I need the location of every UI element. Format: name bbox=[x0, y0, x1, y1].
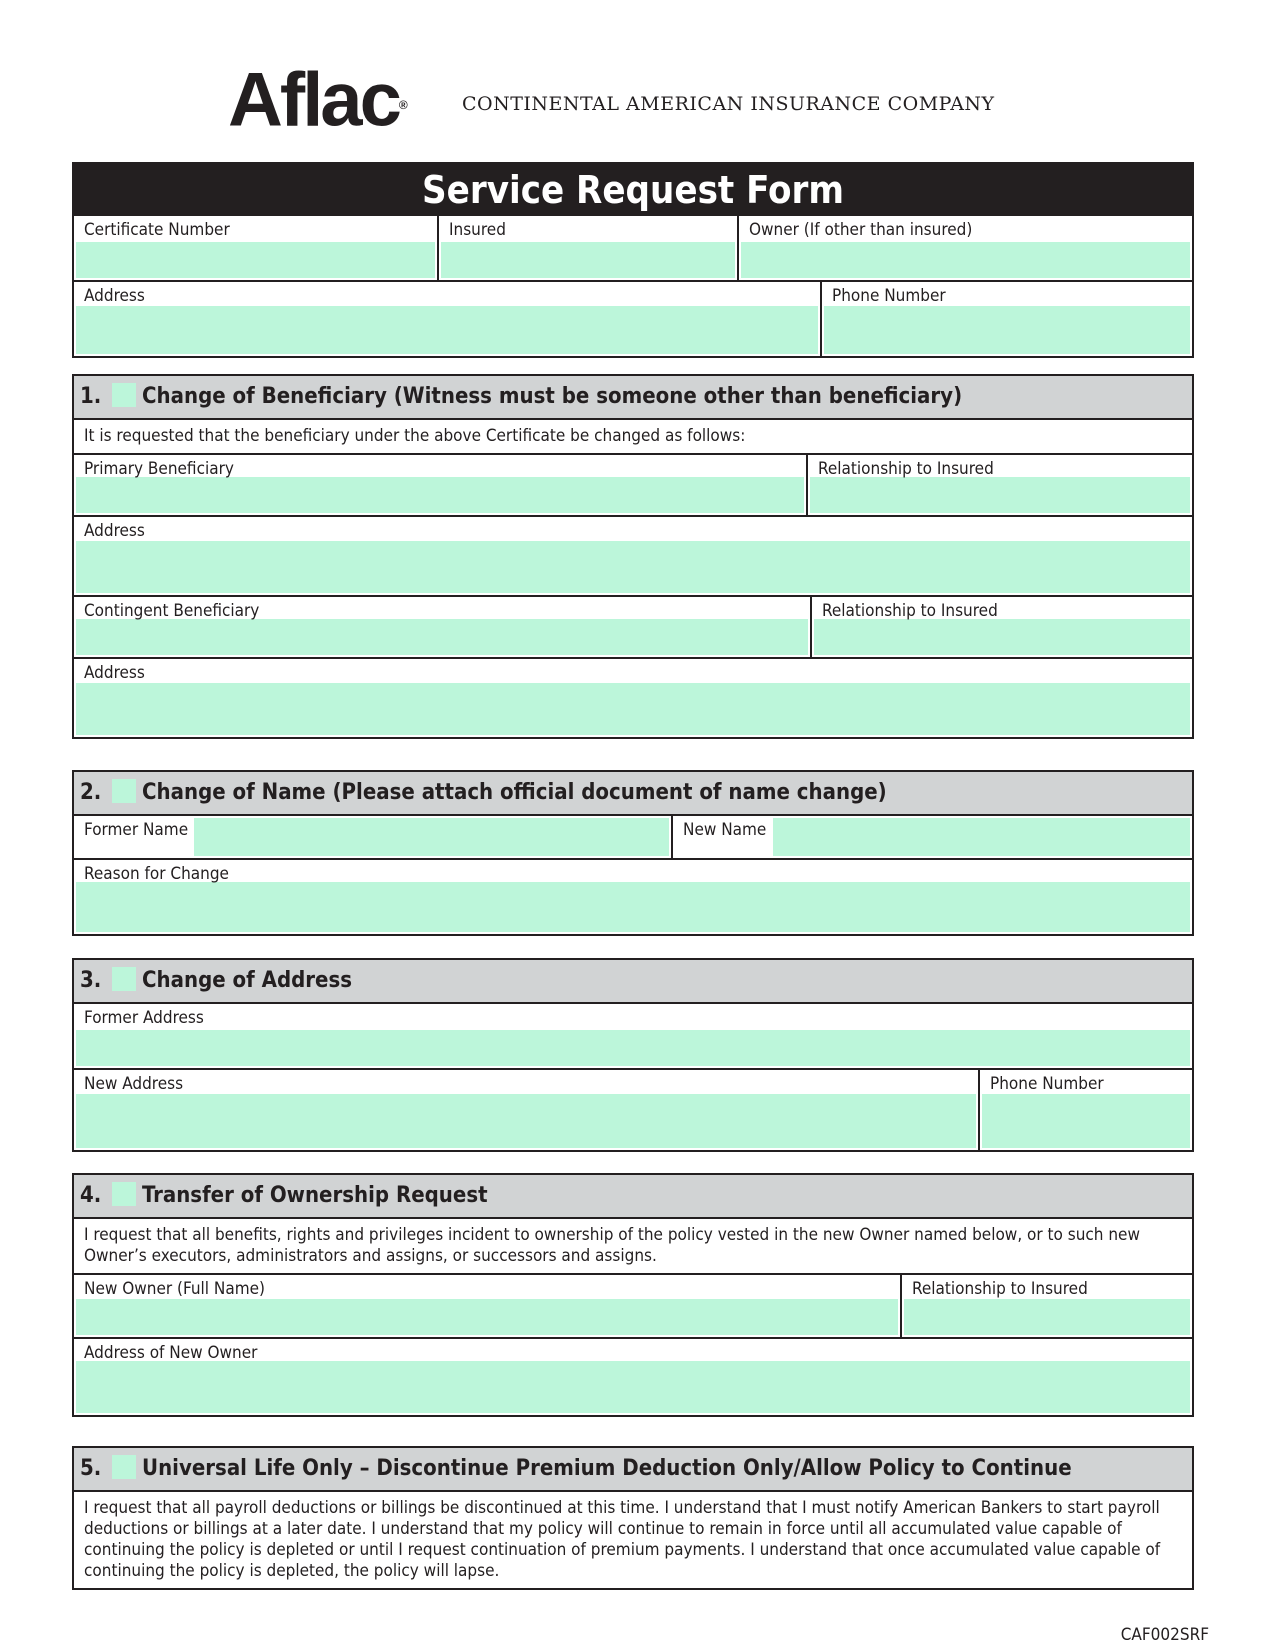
header bbox=[0, 55, 1275, 143]
section-2 bbox=[72, 770, 1194, 936]
primary-address-field[interactable]: Address bbox=[74, 517, 1192, 595]
section-1-intro: It is requested that the beneficiary under the above Certificate be changed as follows: bbox=[74, 420, 1192, 455]
section-3-checkbox[interactable] bbox=[112, 967, 136, 991]
section-4-intro: I request that all benefits, rights and privileges incident to ownership of the policy vested in the new Owner named below, or to such new Owner’s executors, administrators and assigns, or successors and assigns. bbox=[74, 1219, 1192, 1275]
section-2-header: 2. Change of Name (Please attach official document of name change) bbox=[74, 772, 1192, 816]
section-5-checkbox[interactable] bbox=[112, 1455, 136, 1479]
insured-field[interactable]: Insured bbox=[439, 216, 739, 280]
primary-relationship-field[interactable]: Relationship to Insured bbox=[808, 455, 1192, 515]
section-4-checkbox[interactable] bbox=[112, 1182, 136, 1206]
owner-field[interactable]: Owner (If other than insured) bbox=[739, 216, 1192, 280]
contingent-address-field[interactable]: Address bbox=[74, 659, 1192, 737]
new-name-field[interactable]: New Name bbox=[673, 816, 1192, 858]
address-field[interactable]: Address bbox=[74, 282, 822, 356]
former-name-field[interactable]: Former Name bbox=[74, 816, 673, 858]
form-title: Service Request Form bbox=[74, 164, 1192, 216]
certificate-number-field[interactable]: Certificate Number bbox=[74, 216, 439, 280]
primary-beneficiary-field[interactable]: Primary Beneficiary bbox=[74, 455, 808, 515]
section-5 bbox=[72, 1446, 1194, 1590]
section-1-header: 1. Change of Beneficiary (Witness must be someone other than beneficiary) bbox=[74, 376, 1192, 420]
section-3-header: 3. Change of Address bbox=[74, 960, 1192, 1004]
section-1-checkbox[interactable] bbox=[112, 383, 136, 407]
new-owner-relationship-field[interactable]: Relationship to Insured bbox=[902, 1275, 1192, 1337]
phone-number-field[interactable]: Phone Number bbox=[822, 282, 1192, 356]
contingent-relationship-field[interactable]: Relationship to Insured bbox=[812, 597, 1192, 657]
section-5-header: 5. Universal Life Only – Discontinue Premium Deduction Only/Allow Policy to Continue bbox=[74, 1448, 1192, 1492]
contingent-beneficiary-field[interactable]: Contingent Beneficiary bbox=[74, 597, 812, 657]
section-4-header: 4. Transfer of Ownership Request bbox=[74, 1175, 1192, 1219]
former-address-field[interactable]: Former Address bbox=[74, 1004, 1192, 1068]
section-1 bbox=[72, 374, 1194, 739]
reason-for-change-field[interactable]: Reason for Change bbox=[74, 860, 1192, 934]
company-name: CONTINENTAL AMERICAN INSURANCE COMPANY bbox=[462, 93, 995, 115]
top-block bbox=[72, 162, 1194, 358]
new-owner-field[interactable]: New Owner (Full Name) bbox=[74, 1275, 902, 1337]
new-phone-number-field[interactable]: Phone Number bbox=[980, 1070, 1192, 1150]
section-3 bbox=[72, 958, 1194, 1152]
section-2-checkbox[interactable] bbox=[112, 779, 136, 803]
form-code: CAF002SRF bbox=[1120, 1625, 1209, 1645]
section-4 bbox=[72, 1173, 1194, 1417]
new-owner-address-field[interactable]: Address of New Owner bbox=[74, 1339, 1192, 1415]
aflac-logo: Aflac® bbox=[228, 57, 408, 143]
new-address-field[interactable]: New Address bbox=[74, 1070, 980, 1150]
section-5-text: I request that all payroll deductions or billings be discontinued at this time. I understand that I must notify American Bankers to start payroll deductions or billings at a later date. I understand that my policy will continue to remain in force until all accumulated value capable of continuing the policy is depleted or until I request continuation of premium payments. I understand that once accumulated value capable of continuing the policy is depleted, the policy will lapse. bbox=[84, 1498, 1161, 1581]
